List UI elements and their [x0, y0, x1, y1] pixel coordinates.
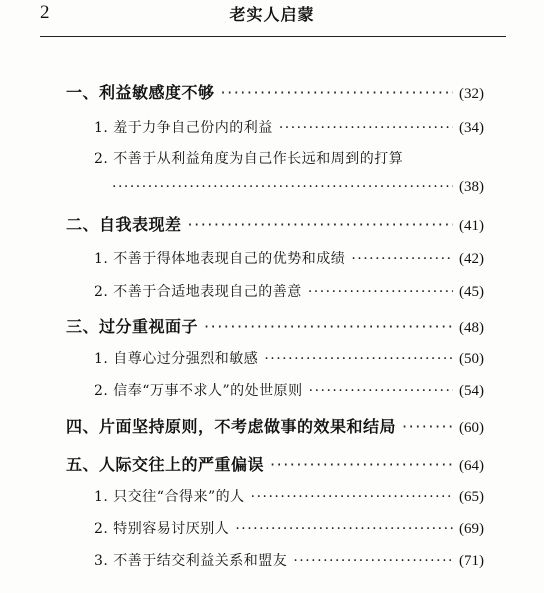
dot-leader — [309, 383, 453, 399]
toc-entry-5-2 — [94, 518, 484, 538]
toc-page-number: (34) — [459, 120, 484, 136]
toc-page-number: (60) — [459, 420, 484, 436]
toc-entry-title: 2. 不善于从利益角度为自己作长远和周到的打算 — [94, 151, 404, 167]
toc-entry-1-1 — [94, 117, 484, 137]
toc-section-2 — [66, 212, 484, 235]
dot-leader — [235, 521, 453, 537]
dot-leader — [251, 489, 453, 505]
toc-section-4 — [66, 414, 484, 437]
dot-leader — [112, 179, 453, 195]
dot-leader — [293, 553, 453, 569]
toc-page-number: (41) — [459, 218, 484, 234]
running-title: 老实人启蒙 — [229, 5, 315, 24]
toc-section-5 — [66, 452, 484, 475]
toc-page-number: (32) — [459, 86, 484, 102]
toc-page-number: (45) — [459, 284, 484, 300]
toc-entry-1-2-continuation — [112, 179, 484, 196]
dot-leader — [221, 83, 453, 102]
dot-leader — [351, 251, 453, 267]
toc-section-3 — [66, 314, 484, 337]
toc-page-number: (65) — [459, 489, 484, 505]
dot-leader — [270, 455, 453, 474]
toc-page-number: (38) — [459, 179, 484, 195]
toc-page-number: (71) — [459, 553, 484, 569]
toc-entry-1-2 — [94, 148, 484, 168]
toc-entry-title: 2. 特别容易讨厌别人 — [94, 521, 230, 537]
toc-entry-2-2 — [94, 281, 484, 301]
toc-entry-title: 1. 只交往“合得来”的人 — [94, 489, 245, 505]
page-number: 2 — [40, 2, 50, 23]
toc-entry-title: 2. 不善于合适地表现自己的善意 — [94, 284, 302, 300]
toc-section-1 — [66, 80, 484, 103]
toc-entry-title: 3. 不善于结交利益关系和盟友 — [94, 553, 288, 569]
toc-page-number: (48) — [459, 320, 484, 336]
toc-section-title: 二、自我表现差 — [66, 215, 182, 234]
dot-leader — [188, 215, 453, 234]
toc-section-title: 五、人际交往上的严重偏误 — [66, 455, 265, 474]
toc-page-number: (42) — [459, 251, 484, 267]
dot-leader — [264, 351, 453, 367]
dot-leader — [204, 317, 453, 336]
dot-leader — [279, 120, 453, 136]
toc-page-number: (54) — [459, 383, 484, 399]
toc-entry-3-1 — [94, 348, 484, 368]
dot-leader — [308, 284, 453, 300]
toc-section-title: 一、利益敏感度不够 — [66, 83, 215, 102]
toc-entry-title: 1. 自尊心过分强烈和敏感 — [94, 351, 259, 367]
toc-entry-5-3 — [94, 550, 484, 570]
toc-entry-title: 1. 不善于得体地表现自己的优势和成绩 — [94, 251, 346, 267]
toc-section-title: 四、片面坚持原则，不考虑做事的效果和结局 — [66, 417, 397, 436]
toc-entry-title: 1. 羞于力争自己份内的利益 — [94, 120, 273, 136]
toc-page-number: (50) — [459, 351, 484, 367]
toc-entry-5-1 — [94, 486, 484, 506]
toc-page-number: (69) — [459, 521, 484, 537]
dot-leader — [402, 417, 453, 436]
toc-page-number: (64) — [459, 458, 484, 474]
toc-section-title: 三、过分重视面子 — [66, 317, 199, 336]
toc-entry-title: 2. 信奉“万事不求人”的处世原则 — [94, 383, 303, 399]
toc-entry-2-1 — [94, 248, 484, 268]
toc-entry-3-2 — [94, 380, 484, 400]
